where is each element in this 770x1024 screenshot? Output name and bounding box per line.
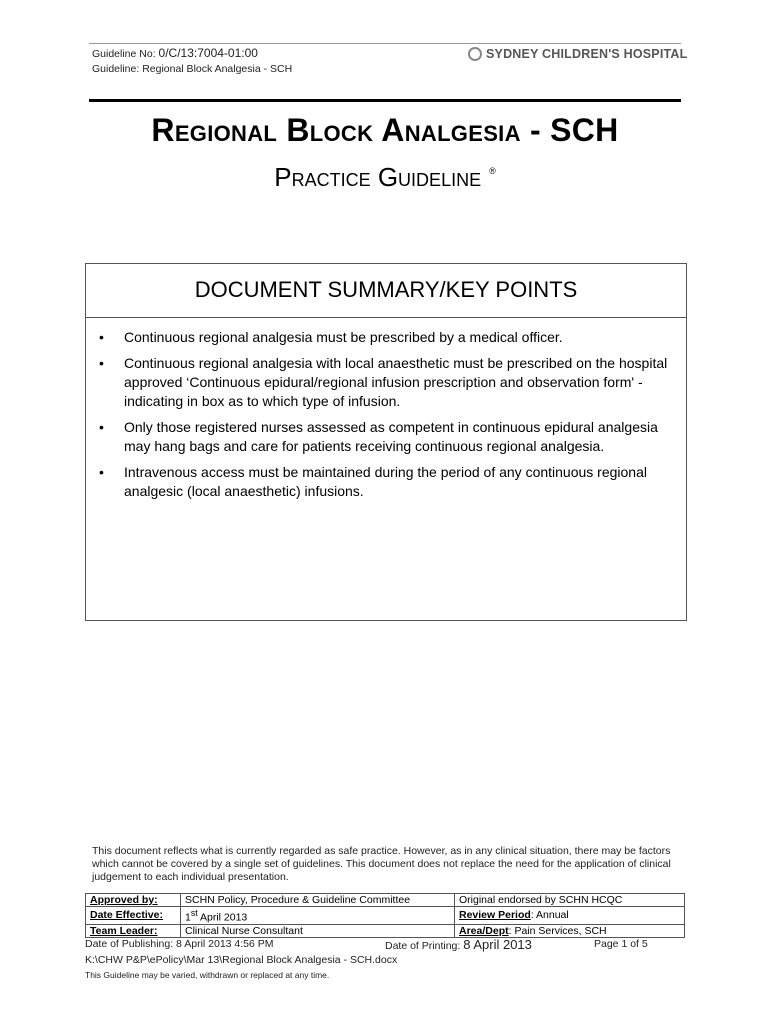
document-subtitle bbox=[89, 162, 681, 193]
summary-heading: DOCUMENT SUMMARY/KEY POINTS bbox=[86, 264, 686, 318]
page-number: Page 1 of 5 bbox=[594, 938, 648, 950]
date-effective-suffix: st bbox=[190, 908, 198, 918]
endorsed-by bbox=[455, 894, 685, 907]
bullet-icon: • bbox=[99, 419, 104, 435]
header-rule bbox=[89, 43, 681, 44]
area-dept-label: Area/Dept bbox=[459, 924, 509, 937]
list-item bbox=[86, 418, 686, 456]
review-period bbox=[455, 907, 685, 925]
hospital-logo-text: SYDNEY CHILDREN'S HOSPITAL bbox=[486, 47, 688, 61]
table-row bbox=[86, 894, 685, 907]
date-of-publishing: Date of Publishing: 8 April 2013 4:56 PM bbox=[85, 938, 274, 950]
subtitle-text: Practice Guideline bbox=[274, 162, 482, 192]
document-title: Regional Block Analgesia - SCH bbox=[151, 112, 619, 148]
endorsed-by-text: Original endorsed by SCHN HCQC bbox=[459, 894, 623, 906]
table-row bbox=[86, 907, 685, 925]
date-of-printing-label: Date of Printing: bbox=[385, 940, 461, 952]
hospital-logo-icon bbox=[468, 47, 482, 61]
approved-by-value: SCHN Policy, Procedure & Guideline Committee bbox=[181, 894, 455, 907]
footer-note: This Guideline may be varied, withdrawn or replaced at any time. bbox=[85, 970, 330, 980]
guideline-number-value: 0/C/13:7004-01:00 bbox=[158, 46, 258, 60]
list-item bbox=[86, 463, 686, 501]
bullet-icon: • bbox=[99, 464, 104, 480]
guideline-number bbox=[92, 46, 258, 60]
table-row bbox=[86, 924, 685, 937]
disclaimer: This document reflects what is currently regarded as safe practice. However, as in any clinical situation, there may be factors which cannot be covered by a single set of guidelines. This document does not replace the need for the application of clinical judgement to each individual presentation. bbox=[92, 845, 671, 883]
date-effective-day: 1 bbox=[185, 911, 191, 924]
list-item-text: Intravenous access must be maintained during the period of any continuous regional analgesic (local anaesthetic) infusions. bbox=[124, 464, 647, 499]
date-effective-value bbox=[181, 907, 455, 925]
guideline-name: Guideline: Regional Block Analgesia - SCH bbox=[92, 63, 293, 75]
registered-mark: ® bbox=[489, 166, 496, 176]
area-dept-value: : Pain Services, SCH bbox=[508, 924, 607, 937]
approved-by-label: Approved by: bbox=[86, 894, 181, 907]
title-rule bbox=[89, 99, 681, 102]
summary-list bbox=[86, 328, 686, 508]
review-period-value: : Annual bbox=[530, 909, 569, 922]
date-of-printing bbox=[385, 937, 532, 952]
list-item-text: Only those registered nurses assessed as competent in continuous epidural analgesia may hang bags and care for patients receiving continuous regional analgesia. bbox=[124, 419, 658, 454]
summary-box bbox=[85, 263, 687, 621]
date-effective-rest: April 2013 bbox=[197, 911, 248, 924]
area-dept bbox=[455, 924, 685, 937]
hospital-logo bbox=[468, 47, 687, 61]
bullet-icon: • bbox=[99, 355, 104, 371]
approval-table bbox=[85, 893, 685, 938]
review-period-label: Review Period bbox=[459, 909, 531, 922]
list-item bbox=[86, 328, 686, 347]
date-of-printing-value: 8 April 2013 bbox=[463, 937, 532, 952]
bullet-icon: • bbox=[99, 329, 104, 345]
list-item-text: Continuous regional analgesia must be prescribed by a medical officer. bbox=[124, 329, 563, 345]
guideline-number-label: Guideline No: bbox=[92, 48, 156, 60]
list-item-text: Continuous regional analgesia with local anaesthetic must be prescribed on the hospital approved ‘Continuous epidural/regional infusion prescription and observation form' - indicating in box as to which type of infusion. bbox=[124, 355, 668, 409]
date-effective-label: Date Effective: bbox=[86, 907, 181, 925]
list-item bbox=[86, 354, 686, 411]
file-path: K:\CHW P&P\ePolicy\Mar 13\Regional Block Analgesia - SCH.docx bbox=[85, 954, 398, 966]
team-leader-label: Team Leader: bbox=[86, 924, 181, 937]
team-leader-value: Clinical Nurse Consultant bbox=[181, 924, 455, 937]
